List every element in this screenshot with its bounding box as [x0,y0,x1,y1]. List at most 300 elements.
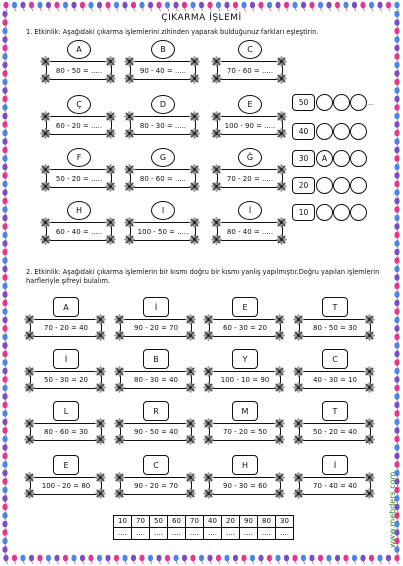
border-balloon-icon [318,555,323,564]
answer-letter-circle[interactable] [350,150,367,167]
border-balloon-icon [2,291,7,300]
border-balloon-icon [2,461,7,470]
problem-letter: İ [53,349,79,369]
activity2-instruction: 2. Etkinlik: Aşağıdaki çıkarma işlemlerin bir kısmı doğru bir kısmı yanlış yapılmıştır.Doğru yapılan işlemlerin harfleriyle şifreyi bulalım. [26,268,380,285]
border-balloon-icon [394,87,399,96]
code-answer-cell[interactable]: .... [150,528,168,540]
border-balloon-icon [352,555,357,564]
code-answer-cell[interactable]: .... [276,528,294,540]
border-balloon-icon [2,470,7,479]
border-balloon-icon [394,121,399,130]
flower-icon [276,217,287,228]
flower-icon [40,56,51,67]
flower-icon [114,488,125,499]
border-balloon-icon [105,2,110,11]
border-balloon-icon [190,555,195,564]
border-balloon-icon [369,2,374,11]
problem-letter: C [238,40,262,59]
problem-letter: C [143,455,169,475]
answer-letter-circle[interactable] [333,204,350,221]
border-balloon-icon [292,555,297,564]
problem-letter: C [322,349,348,369]
border-balloon-icon [3,555,8,564]
border-balloon-icon [165,555,170,564]
problem-expression: 100 - 50 = ..... [130,222,196,241]
border-balloon-icon [71,2,76,11]
problem-tile [203,401,285,445]
answer-letter-circle[interactable] [350,204,367,221]
border-balloon-icon [394,359,399,368]
flower-icon [364,382,375,393]
problem-expression: 70 - 20 = 50 [209,423,281,441]
problem-tile [293,455,375,499]
border-balloon-icon [105,555,110,564]
problem-tile [124,148,200,192]
problem-tile [124,40,200,84]
flower-icon [40,164,51,175]
problem-tile [203,349,285,393]
problem-expression: 80 - 50 = 30 [299,319,371,337]
flower-icon [203,472,214,483]
flower-icon [293,366,304,377]
flower-icon [203,418,214,429]
border-balloon-icon [2,215,7,224]
problem-tile [203,297,285,341]
answer-letter-circle[interactable] [333,177,350,194]
problem-expression: 70 - 40 = 40 [299,477,371,495]
flower-icon [276,164,287,175]
flower-icon [293,472,304,483]
border-balloon-icon [394,206,399,215]
border-balloon-icon [2,334,7,343]
answer-letter-circle[interactable] [316,123,333,140]
flower-icon [276,128,287,139]
border-balloon-icon [2,223,7,232]
border-balloon-icon [2,206,7,215]
border-balloon-icon [2,351,7,360]
flower-icon [185,472,196,483]
flower-icon [203,366,214,377]
border-balloon-icon [394,300,399,309]
border-balloon-icon [182,2,187,11]
flower-icon [203,314,214,325]
border-balloon-icon [80,2,85,11]
problem-tile [211,40,287,84]
answer-letter-circle[interactable] [316,177,333,194]
problem-expression: 90 - 20 = 70 [120,477,192,495]
flower-icon [24,472,35,483]
border-balloon-icon [88,555,93,564]
problem-letter: A [53,297,79,317]
code-number-cell: 70 [132,516,150,528]
flower-icon [40,128,51,139]
flower-icon [189,217,200,228]
problem-letter: B [151,40,175,59]
border-balloon-icon [2,308,7,317]
flower-icon [185,382,196,393]
flower-icon [364,488,375,499]
border-balloon-icon [394,266,399,275]
answer-letter-circle[interactable] [316,204,333,221]
border-balloon-icon [2,385,7,394]
border-balloon-icon [2,130,7,139]
code-number-cell: 70 [186,516,204,528]
code-number-row [114,516,294,528]
flower-icon [185,366,196,377]
code-answer-cell[interactable]: .... [258,528,276,540]
border-balloon-icon [54,2,59,11]
border-balloon-icon [386,555,391,564]
border-balloon-icon [343,555,348,564]
problem-tile [24,349,106,393]
flower-icon [114,314,125,325]
code-number-cell: 20 [222,516,240,528]
problem-expression: 90 - 30 = 60 [209,477,281,495]
answer-number-box: 10 [292,204,315,221]
border-balloon-icon [377,555,382,564]
border-balloon-icon [29,555,34,564]
border-balloon-icon [46,555,51,564]
flower-icon [105,234,116,245]
border-balloon-icon [394,317,399,326]
flower-icon [124,111,135,122]
border-balloon-icon [114,555,119,564]
border-balloon-icon [2,376,7,385]
problem-expression: 100 - 90 = ..... [217,116,283,135]
border-balloon-icon [394,155,399,164]
border-balloon-icon [394,223,399,232]
border-balloon-icon [156,2,161,11]
border-balloon-icon [2,317,7,326]
border-balloon-icon [148,555,153,564]
flower-icon [211,111,222,122]
border-balloon-icon [2,283,7,292]
border-balloon-icon [199,2,204,11]
flower-icon [95,366,106,377]
border-balloon-icon [131,2,136,11]
problem-letter: F [67,148,91,167]
answer-letter-circle[interactable]: A [316,150,333,167]
problem-tile [114,455,196,499]
border-balloon-icon [2,62,7,71]
flower-icon [211,164,222,175]
activity1-instruction: 1. Etkinlik: Aşağıdaki çıkarma işlemlerini zihinden yaparak bulduğunuz farkları eşleştirin. [26,28,319,36]
border-balloon-icon [88,2,93,11]
code-answer-cell[interactable]: .... [186,528,204,540]
border-balloon-icon [394,104,399,113]
flower-icon [364,330,375,341]
flower-icon [24,366,35,377]
flower-icon [95,314,106,325]
flower-icon [40,217,51,228]
border-balloon-icon [394,410,399,419]
flower-icon [124,164,135,175]
problem-letter: E [53,455,79,475]
border-balloon-icon [2,274,7,283]
border-balloon-icon [394,28,399,37]
flower-icon [274,472,285,483]
flower-icon [114,330,125,341]
border-balloon-icon [335,2,340,11]
border-balloon-icon [275,2,280,11]
flower-icon [274,314,285,325]
border-balloon-icon [148,2,153,11]
problem-letter: İ [143,297,169,317]
border-balloon-icon [2,393,7,402]
border-balloon-icon [2,410,7,419]
border-balloon-icon [216,2,221,11]
problem-tile [40,148,116,192]
flower-icon [124,128,135,139]
border-balloon-icon [335,555,340,564]
border-balloon-icon [360,2,365,11]
border-balloon-icon [394,45,399,54]
border-balloon-icon [2,521,7,530]
flower-icon [276,234,287,245]
code-answer-cell[interactable]: .... [114,528,132,540]
flower-icon [211,73,222,84]
answer-letter-circle[interactable] [333,123,350,140]
code-answer-cell[interactable]: .... [222,528,240,540]
flower-icon [274,382,285,393]
flower-icon [211,217,222,228]
border-balloon-icon [156,555,161,564]
border-balloon-icon [2,478,7,487]
problem-expression: 80 - 40 = ..... [217,222,283,241]
answer-letter-circle[interactable] [333,150,350,167]
problem-letter: Ğ [238,148,262,167]
problem-expression: 80 - 30 = 40 [120,371,192,389]
flower-icon [274,418,285,429]
problem-expression: 100 - 20 = 80 [30,477,102,495]
problem-letter: İ [322,455,348,475]
border-balloon-icon [377,2,382,11]
border-balloon-icon [20,2,25,11]
code-answer-cell[interactable]: .... [204,528,222,540]
problem-expression: 90 - 50 = 40 [120,423,192,441]
problem-expression: 80 - 60 = 30 [30,423,102,441]
border-balloon-icon [241,2,246,11]
flower-icon [203,488,214,499]
border-balloon-icon [292,2,297,11]
border-balloon-icon [12,2,17,11]
border-balloon-icon [207,555,212,564]
flower-icon [276,73,287,84]
flower-icon [24,434,35,445]
border-balloon-icon [139,555,144,564]
flower-icon [95,382,106,393]
border-balloon-icon [394,376,399,385]
flower-icon [40,234,51,245]
code-answer-cell[interactable]: .... [168,528,186,540]
border-balloon-icon [2,419,7,428]
flower-icon [114,366,125,377]
border-balloon-icon [2,147,7,156]
border-balloon-icon [309,2,314,11]
answer-number-box: 50 [292,94,315,111]
border-balloon-icon [2,113,7,122]
problem-tile [293,349,375,393]
problem-letter: H [67,201,91,220]
flower-icon [189,56,200,67]
border-balloon-icon [394,62,399,71]
answer-number-box: 20 [292,177,315,194]
problem-tile [114,401,196,445]
border-balloon-icon [394,130,399,139]
problem-expression: 50 - 20 = ..... [46,169,112,188]
problem-tile [124,201,200,245]
flower-icon [114,418,125,429]
flower-icon [293,434,304,445]
border-balloon-icon [394,274,399,283]
answer-letter-circle[interactable] [350,123,367,140]
watermark-text: www.mebders.com [388,471,397,548]
problem-letter: A [67,40,91,59]
border-balloon-icon [2,181,7,190]
border-balloon-icon [394,325,399,334]
flower-icon [114,472,125,483]
problem-expression: 80 - 30 = ..... [130,116,196,135]
flower-icon [105,111,116,122]
problem-tile [203,455,285,499]
flower-icon [124,73,135,84]
border-balloon-icon [165,2,170,11]
answer-letter-circle[interactable] [350,177,367,194]
border-balloon-icon [394,283,399,292]
border-balloon-icon [63,2,68,11]
flower-icon [203,330,214,341]
flower-icon [189,164,200,175]
code-table [113,515,294,540]
border-balloon-icon [394,334,399,343]
flower-icon [124,217,135,228]
flower-icon [185,330,196,341]
border-balloon-icon [2,495,7,504]
flower-icon [274,330,285,341]
answer-continuation-dots: ... [368,100,374,107]
border-balloon-icon [2,368,7,377]
border-balloon-icon [173,2,178,11]
border-balloon-icon [233,555,238,564]
flower-icon [95,472,106,483]
flower-icon [211,181,222,192]
flower-icon [124,181,135,192]
flower-icon [293,382,304,393]
border-balloon-icon [216,555,221,564]
flower-icon [40,181,51,192]
border-balloon-icon [394,215,399,224]
border-balloon-icon [3,2,8,11]
border-balloon-icon [2,79,7,88]
flower-icon [124,56,135,67]
flower-icon [364,434,375,445]
watermark-logo [385,420,399,550]
border-balloon-icon [2,172,7,181]
border-balloon-icon [54,555,59,564]
flower-icon [105,73,116,84]
border-balloon-icon [250,2,255,11]
flower-icon [293,488,304,499]
border-balloon-icon [394,181,399,190]
border-balloon-icon [369,555,374,564]
border-balloon-icon [97,555,102,564]
border-balloon-icon [2,300,7,309]
border-balloon-icon [37,555,42,564]
flower-icon [95,330,106,341]
flower-icon [276,56,287,67]
border-balloon-icon [309,555,314,564]
border-balloon-icon [352,2,357,11]
border-balloon-icon [224,555,229,564]
flower-icon [364,418,375,429]
flower-icon [189,181,200,192]
flower-icon [189,128,200,139]
problem-letter: E [232,297,258,317]
problem-letter: E [238,95,262,114]
border-balloon-icon [343,2,348,11]
flower-icon [203,434,214,445]
flower-icon [364,472,375,483]
border-balloon-icon [46,2,51,11]
border-balloon-icon [122,2,127,11]
border-balloon-icon [2,512,7,521]
answer-letter-circle[interactable] [316,94,333,111]
flower-icon [95,488,106,499]
answer-letter-circle[interactable] [333,94,350,111]
flower-icon [105,181,116,192]
code-number-cell: 60 [168,516,186,528]
flower-icon [276,181,287,192]
problem-tile [24,455,106,499]
flower-icon [293,418,304,429]
flower-icon [105,217,116,228]
problem-expression: 80 - 60 = ..... [130,169,196,188]
border-balloon-icon [2,427,7,436]
problem-tile [211,95,287,139]
problem-expression: 70 - 60 = ..... [217,61,283,80]
border-balloon-icon [20,555,25,564]
border-balloon-icon [2,198,7,207]
border-balloon-icon [394,36,399,45]
border-balloon-icon [2,45,7,54]
problem-tile [114,297,196,341]
answer-letter-circle[interactable] [350,94,367,111]
border-balloon-icon [2,36,7,45]
flower-icon [276,111,287,122]
border-balloon-icon [394,368,399,377]
code-number-cell: 10 [114,516,132,528]
flower-icon [40,73,51,84]
code-number-cell: 40 [204,516,222,528]
code-answer-cell[interactable]: .... [132,528,150,540]
problem-expression: 60 - 40 = ..... [46,222,112,241]
border-balloon-icon [2,538,7,547]
border-balloon-icon [394,198,399,207]
flower-icon [293,314,304,325]
border-balloon-icon [394,138,399,147]
border-balloon-icon [2,504,7,513]
problem-tile [124,95,200,139]
problem-letter: I [151,201,175,220]
code-answer-cell[interactable]: .... [240,528,258,540]
border-balloon-icon [131,555,136,564]
flower-icon [114,434,125,445]
problem-expression: 60 - 30 = 20 [209,319,281,337]
problem-letter: Y [232,349,258,369]
code-number-cell: 90 [240,516,258,528]
problem-tile [211,148,287,192]
problem-letter: B [143,349,169,369]
